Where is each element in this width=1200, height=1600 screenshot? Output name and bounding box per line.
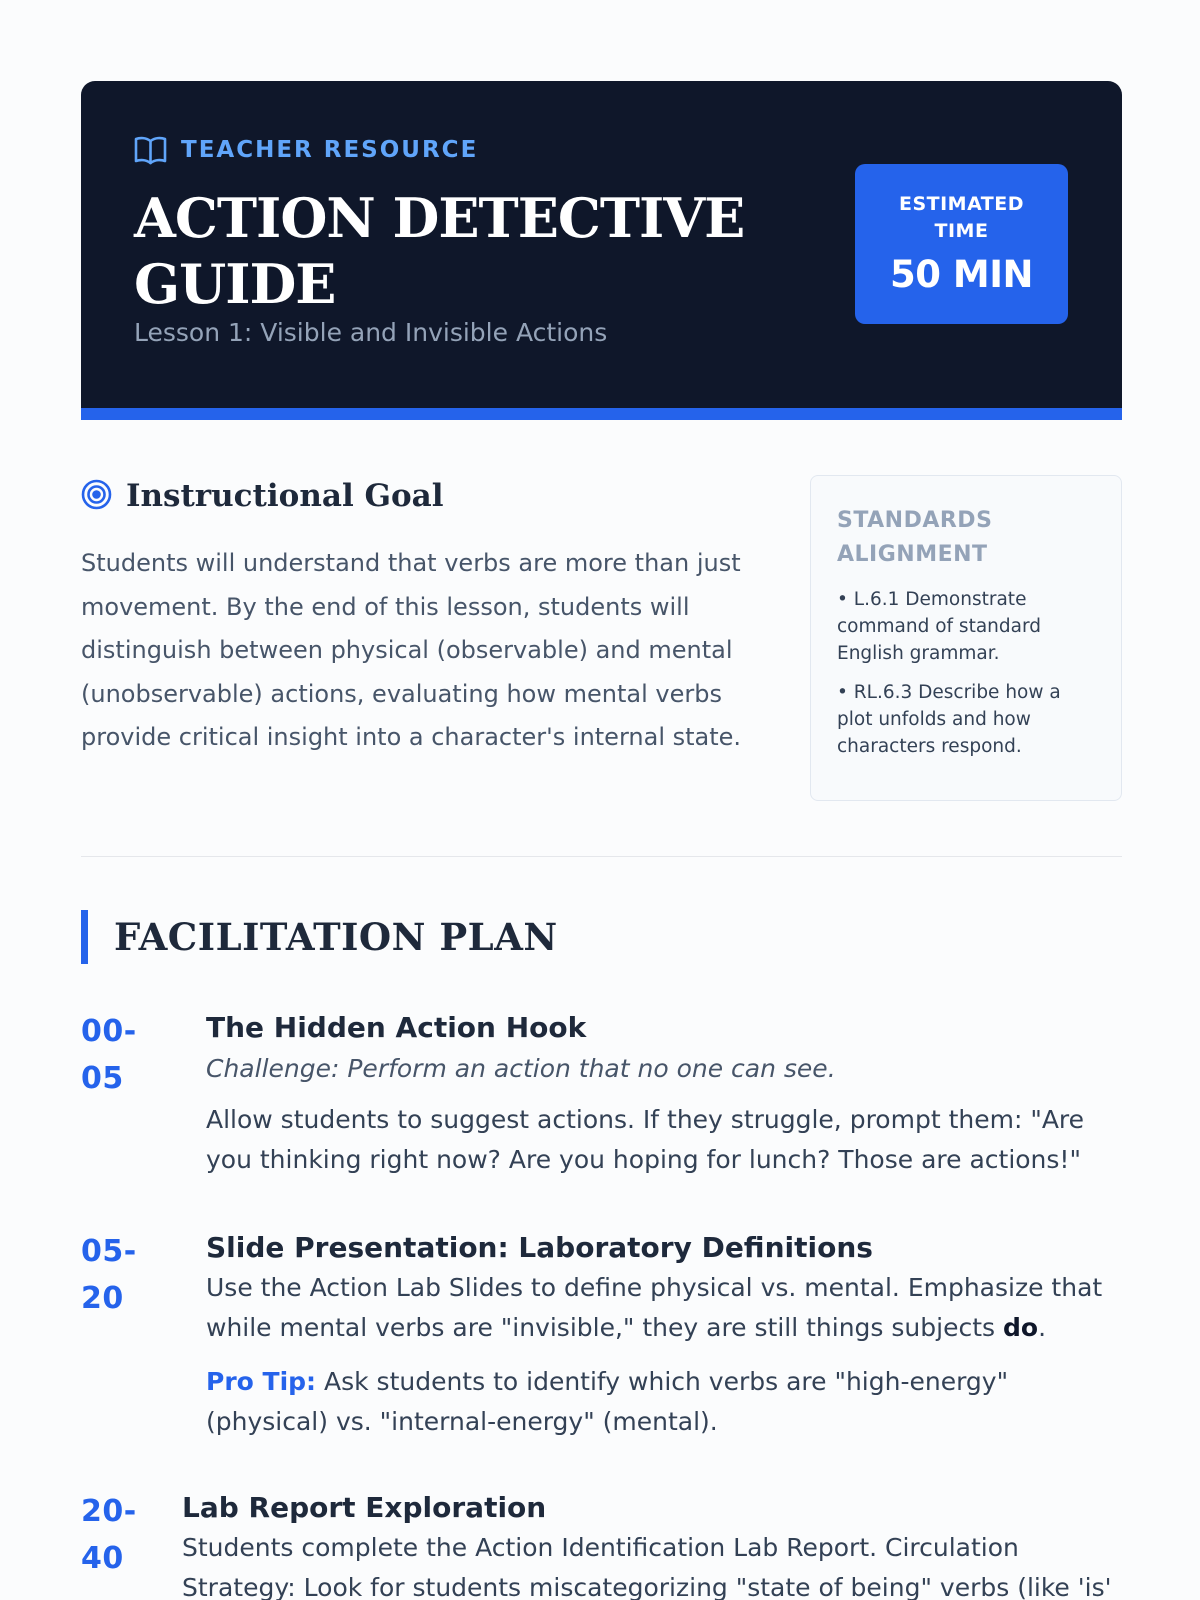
section-divider [81,856,1122,857]
standard-item: • L.6.1 Demonstrate command of standard English grammar. [837,589,1041,664]
estimated-time-label: ESTIMATED TIME [898,193,1025,242]
page-title: ACTION DETECTIVE GUIDE [134,186,745,316]
header-accent-bar [81,408,1122,420]
step-title: The Hidden Action Hook [206,1011,587,1044]
plan-step [81,1008,1122,1188]
standards-list [837,586,1095,760]
pro-tip-label: Pro Tip: [206,1367,317,1396]
heading-accent-rule [81,910,88,964]
step-content [206,1228,1122,1442]
page-subtitle: Lesson 1: Visible and Invisible Actions [134,318,608,347]
goal-description: Students will understand that verbs are more than just movement. By the end of this lesson, students will distinguish between physical (observable) and mental (unobservable) actions, evaluating how mental verbs provide critical insight into a character's internal state. [81,549,742,751]
step-description: Allow students to suggest actions. If they struggle, prompt them: "Are you thinking right now? Are you hoping for lunch? Those are actions!" [206,1105,1085,1174]
step-description: Students complete the Action Identification Lab Report. Circulation Strategy: Look for students miscategorizing "state of being" verbs (like 'is' [182,1533,1112,1600]
pro-tip-text: Ask students to identify which verbs are "high-energy" (physical) vs. "internal-energy" (mental). [206,1367,1009,1436]
step-content [182,1488,1122,1600]
plan-step [81,1488,1122,1600]
estimated-time-badge [855,164,1068,324]
emphasized-word: do [1003,1313,1039,1342]
standards-alignment-card [810,475,1122,801]
step-challenge: Challenge: Perform an action that no one can see. [206,1054,836,1083]
facilitation-plan-heading [81,910,558,964]
step-time-range: 00-05 [81,1014,137,1096]
open-book-icon [134,135,167,165]
section-title: FACILITATION PLAN [114,915,558,959]
eyebrow-label: TEACHER RESOURCE [181,137,479,163]
step-time-range: 20-40 [81,1494,137,1576]
standard-item: • RL.6.3 Describe how a plot unfolds and how characters respond. [837,682,1061,757]
step-description-end: . [1038,1313,1047,1342]
plan-step [81,1228,1122,1448]
step-title: Lab Report Exploration [182,1491,547,1524]
pro-tip [206,1362,1122,1442]
step-description-text: Use the Action Lab Slides to define physical vs. mental. Emphasize that while mental verbs are "invisible," they are still things subjects [206,1273,1103,1342]
step-content [206,1008,1122,1180]
step-description [206,1268,1122,1348]
guide-header [81,81,1122,420]
step-title: Slide Presentation: Laboratory Definitions [206,1231,873,1264]
eyebrow [134,135,478,165]
target-icon [81,479,112,514]
standards-title: STANDARDS ALIGNMENT [837,508,993,567]
goal-title: Instructional Goal [126,478,444,514]
estimated-time-value: 50 MIN [890,253,1033,296]
goal-heading [81,478,444,514]
step-time-range: 05-20 [81,1234,137,1316]
